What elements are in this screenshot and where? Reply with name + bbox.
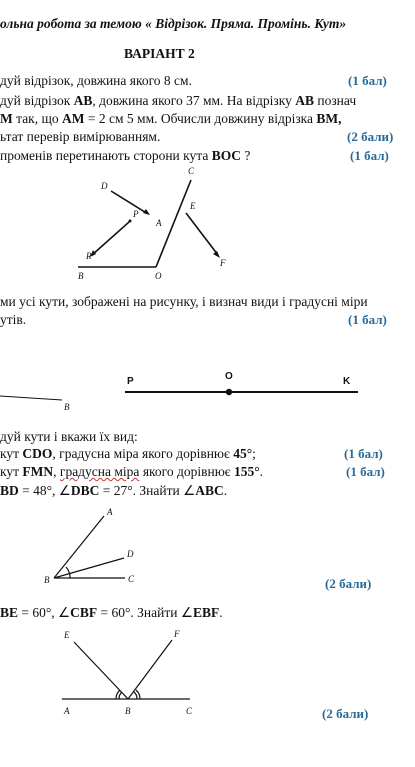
variant-heading: ВАРІАНТ 2 <box>124 46 195 61</box>
fig4-label-f: F <box>174 629 180 639</box>
fig4-label-b: B <box>125 706 131 716</box>
task2-points: (2 бали) <box>347 129 394 144</box>
fig2-label-o: O <box>225 371 233 382</box>
fig1-label-r: R <box>86 251 92 261</box>
task1-text: дуй відрізок, довжина якого 8 см. <box>0 73 192 88</box>
task2-line1: дуй відрізок AB, довжина якого 37 мм. На відрізку AB познач <box>0 93 357 108</box>
task5-line2: кут FMN, градусна міра якого дорівнює 155°. <box>0 464 263 479</box>
fig2-label-k: K <box>343 376 351 387</box>
task5-line2-points: (1 бал) <box>346 464 385 479</box>
task5-line1: кут CDO, градусна міра якого дорівнює 45°; <box>0 446 256 461</box>
worksheet-title: ольна робота за темою « Відрізок. Пряма. Промінь. Кут» <box>0 16 347 31</box>
fig3-label-d: D <box>127 549 134 559</box>
fig1-label-d: D <box>101 181 108 191</box>
fig1-label-c: C <box>188 166 195 176</box>
fig4-label-c: C <box>186 706 193 716</box>
fig1-label-o: O <box>155 271 162 281</box>
fig1-label-b: B <box>78 271 84 281</box>
task7-text: BE = 60°, ∠CBF = 60°. Знайти ∠EBF. <box>0 605 223 620</box>
fig3-label-b: B <box>44 575 50 585</box>
fig4-label-a: A <box>64 706 70 716</box>
task2-line3: ьтат перевір вимірюванням. <box>0 129 161 144</box>
task4-line1: ми усі кути, зображені на рисунку, і визнач види і градусні міри <box>0 294 368 309</box>
task2-line2: M так, що AM = 2 см 5 мм. Обчисли довжину відрізка BM, <box>0 111 342 126</box>
fig2-label-p: P <box>127 376 134 387</box>
fig4-label-e: E <box>64 630 70 640</box>
fig1-label-a: A <box>156 218 162 228</box>
fig1-label-f: F <box>220 258 226 268</box>
fig1-label-e: E <box>190 201 196 211</box>
task6-points: (2 бали) <box>325 576 372 591</box>
task3-points: (1 бал) <box>350 148 389 163</box>
task1-points: (1 бал) <box>348 73 387 88</box>
task5-line1-points: (1 бал) <box>344 446 383 461</box>
fig3-label-c: C <box>128 574 135 584</box>
task5-intro: дуй кути і вкажи їх вид: <box>0 429 138 444</box>
task6-text: BD = 48°, ∠DBC = 27°. Знайти ∠ABC. <box>0 483 228 498</box>
task4-line2: утів. <box>0 312 27 327</box>
task7-points: (2 бали) <box>322 706 369 721</box>
task3-text: променів перетинають сторони кута BOC ? <box>0 148 251 163</box>
fig1-label-p: P <box>133 209 139 219</box>
task4-points: (1 бал) <box>348 312 387 327</box>
fig3-label-a: A <box>107 507 113 517</box>
fig2-label-b: B <box>64 402 70 412</box>
